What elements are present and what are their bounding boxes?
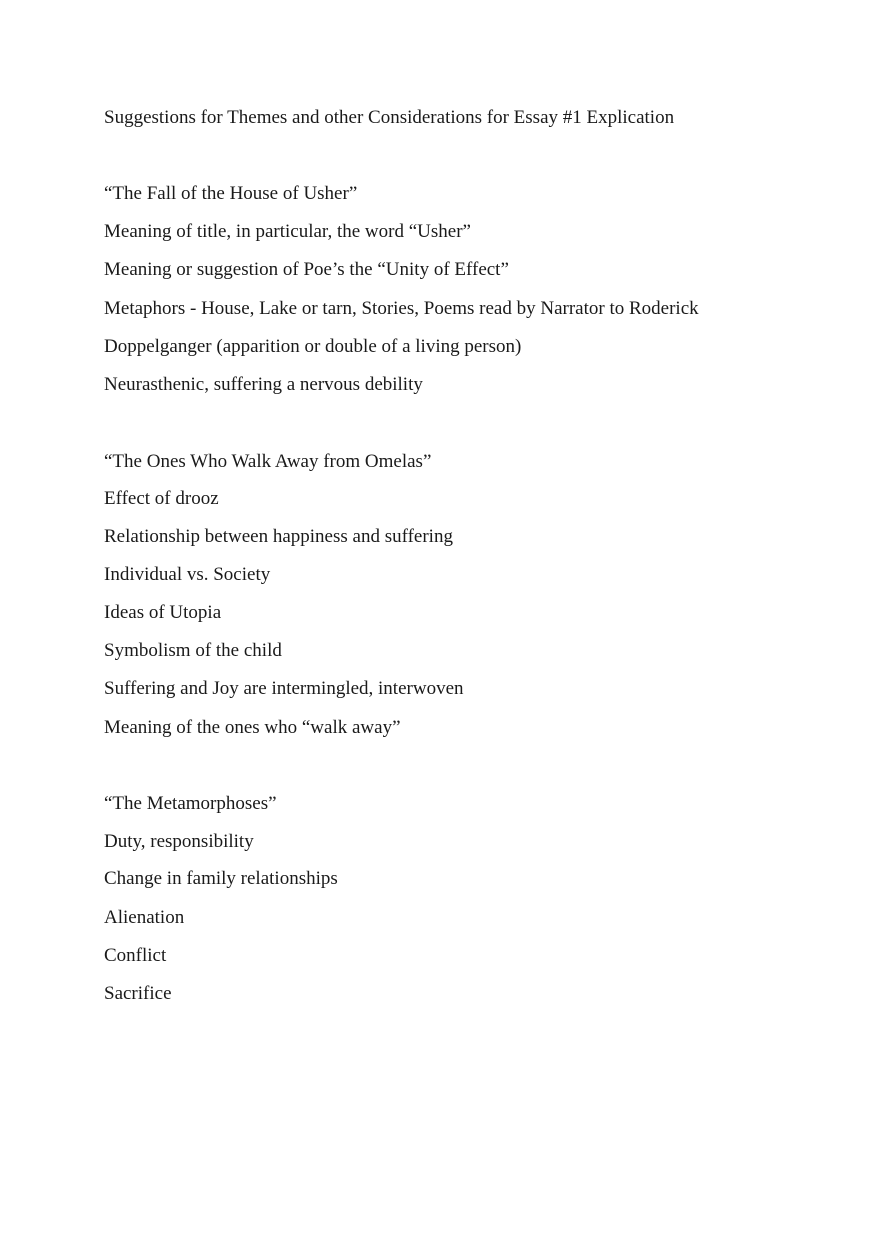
document-title: Suggestions for Themes and other Considerations for Essay #1 Explication bbox=[104, 107, 675, 128]
theme-item: Ideas of Utopia bbox=[104, 602, 222, 623]
theme-item: Doppelganger (apparition or double of a living person) bbox=[104, 336, 522, 357]
theme-item: Individual vs. Society bbox=[104, 564, 271, 585]
theme-item: Relationship between happiness and suffering bbox=[104, 526, 453, 547]
theme-item: Neurasthenic, suffering a nervous debility bbox=[104, 374, 423, 395]
theme-item: Metaphors - House, Lake or tarn, Stories, Poems read by Narrator to Roderick bbox=[104, 298, 699, 319]
theme-item: Change in family relationships bbox=[104, 868, 338, 889]
theme-item: Meaning of the ones who “walk away” bbox=[104, 717, 401, 738]
theme-item: Conflict bbox=[104, 945, 167, 966]
theme-item: Duty, responsibility bbox=[104, 831, 254, 852]
theme-item: Symbolism of the child bbox=[104, 640, 282, 661]
section-heading-metamorphoses: “The Metamorphoses” bbox=[104, 793, 277, 814]
theme-item: Sacrifice bbox=[104, 983, 172, 1004]
theme-item: Alienation bbox=[104, 907, 185, 928]
section-heading-omelas: “The Ones Who Walk Away from Omelas” bbox=[104, 451, 432, 472]
section-heading-usher: “The Fall of the House of Usher” bbox=[104, 183, 358, 204]
theme-item: Suffering and Joy are intermingled, interwoven bbox=[104, 678, 464, 699]
theme-item: Meaning or suggestion of Poe’s the “Unity of Effect” bbox=[104, 259, 509, 280]
theme-item: Effect of drooz bbox=[104, 488, 219, 509]
theme-item: Meaning of title, in particular, the word “Usher” bbox=[104, 221, 471, 242]
